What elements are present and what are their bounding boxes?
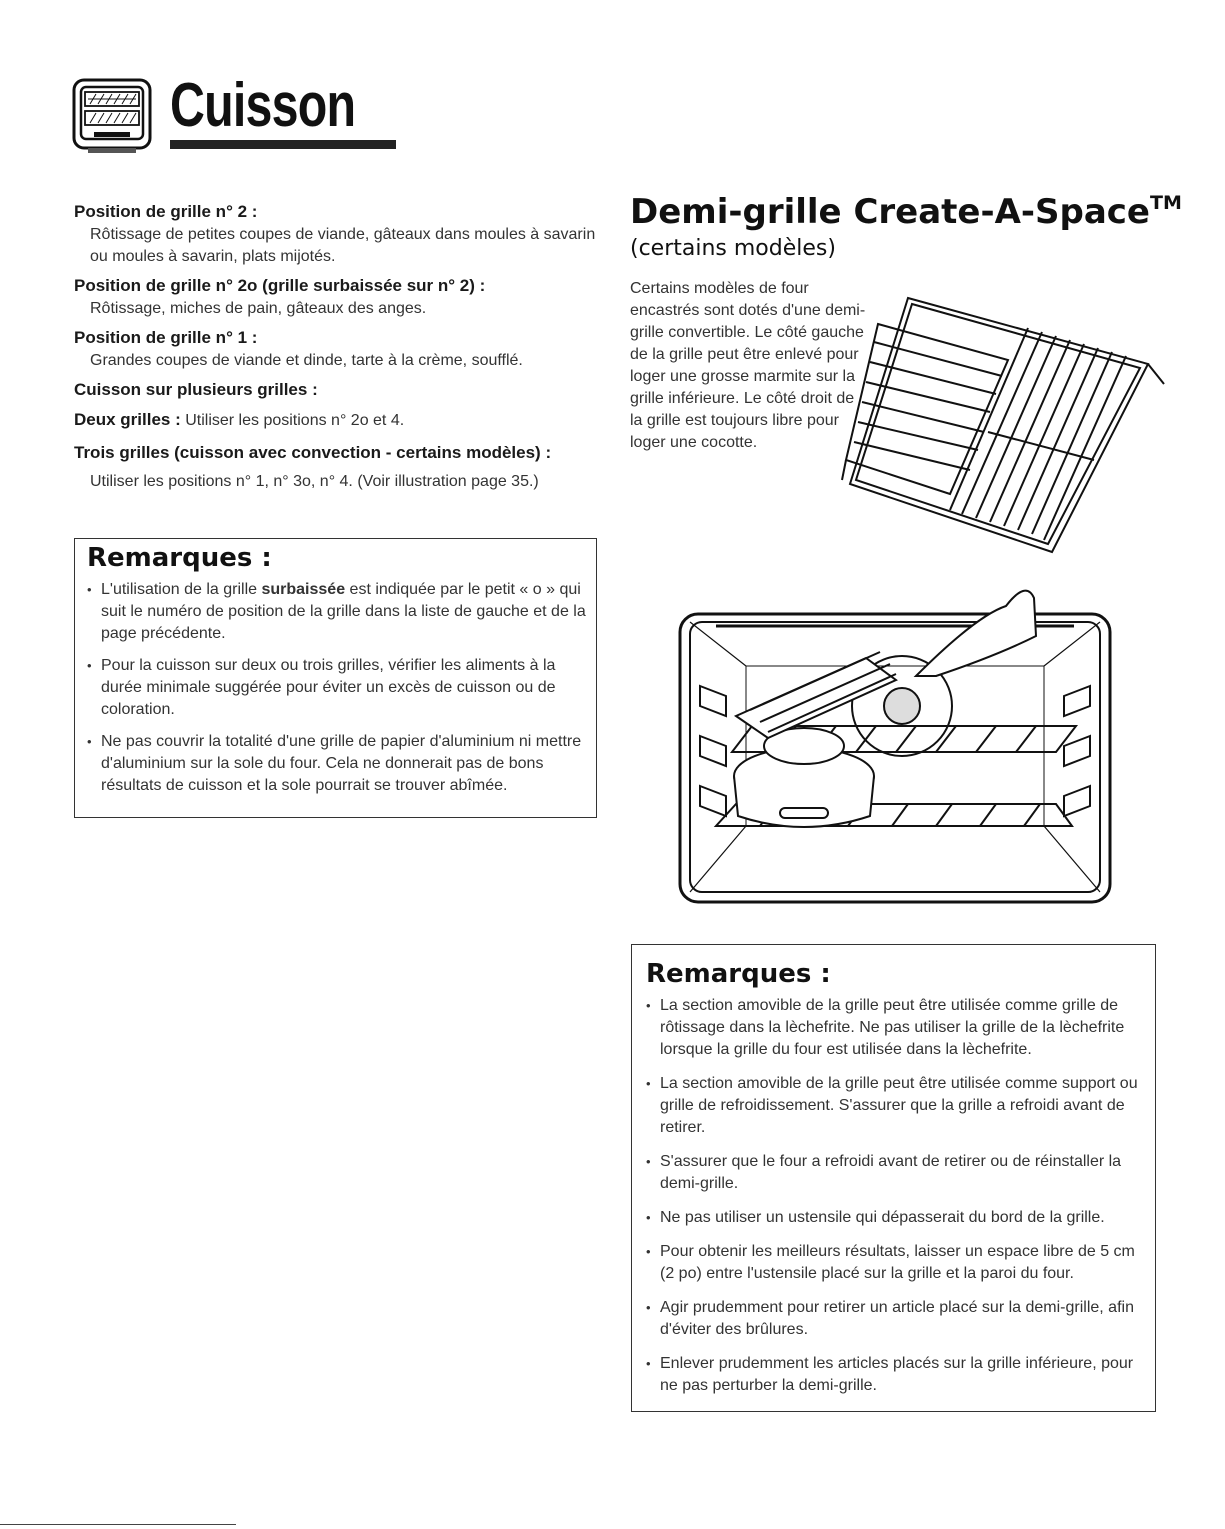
- note-emphasis: surbaissée: [261, 581, 346, 598]
- rack-position-2: [74, 200, 604, 268]
- two-racks-item: [74, 408, 604, 433]
- feature-description: Certains modèles de four encastrés sont dotés d'une demi-grille convertible. Le côté gauche de la grille peut être enlevé pour loger une grosse marmite sur la grille inférieure. Le côté droit de la grille est toujours libre pour loger une cocotte.: [630, 280, 866, 451]
- page-header: [72, 70, 356, 156]
- three-racks-item: [74, 441, 604, 493]
- notes-list: [646, 995, 1145, 1397]
- note-item: • Agir prudemment pour retirer un article placé sur la demi-grille, afin d'éviter des brûlures.: [646, 1297, 1145, 1341]
- note-text: est indiquée par le petit « o » qui suit le numéro de position de la grille dans la liste de gauche et de la page précédente.: [101, 581, 586, 642]
- multi-rack-heading: Cuisson sur plusieurs grilles :: [74, 380, 318, 399]
- rack-position-1: [74, 326, 604, 372]
- two-racks-label: Deux grilles :: [74, 410, 181, 429]
- notes-box-right: [631, 944, 1156, 1412]
- footer-rule: [0, 1524, 236, 1525]
- note-item: • Ne pas couvrir la totalité d'une grille de papier d'aluminium ni mettre d'aluminium sur la sole du four. Cela ne donnerait pas de bons résultats de cuisson et la sole pourrait se trouver abîmée.: [87, 731, 586, 797]
- rack-position-text: Rôtissage, miches de pain, gâteaux des anges.: [90, 300, 427, 317]
- section-title: Cuisson: [170, 71, 356, 140]
- rack-position-text: Rôtissage de petites coupes de viande, gâteaux dans moules à savarin ou moules à savarin, plats mijotés.: [90, 226, 596, 265]
- feature-title: [630, 192, 1182, 232]
- note-text: L'utilisation de la grille: [101, 581, 262, 598]
- note-item: • Enlever prudemment les articles placés sur la grille inférieure, pour ne pas perturber la demi-grille.: [646, 1353, 1145, 1397]
- note-item: • La section amovible de la grille peut être utilisée comme support ou grille de refroidissement. S'assurer que la grille a refroidi avant de retirer.: [646, 1073, 1145, 1139]
- trademark-mark: TM: [1150, 192, 1182, 214]
- notes-title: Remarques :: [646, 959, 831, 989]
- two-racks-text: Utiliser les positions n° 2o et 4.: [185, 412, 405, 429]
- note-item: [87, 579, 586, 645]
- three-racks-label: Trois grilles (cuisson avec convection - certains modèles) :: [74, 443, 552, 462]
- feature-subtitle: (certains modèles): [630, 236, 836, 261]
- multi-rack-heading-block: [74, 378, 604, 402]
- half-rack-illustration: [838, 284, 1166, 556]
- rack-positions-list: [74, 200, 604, 499]
- rack-position-heading: Position de grille n° 1 :: [74, 328, 258, 347]
- rack-position-2o: [74, 274, 604, 320]
- feature-title-text: Demi-grille Create-A-Space: [630, 192, 1150, 232]
- title-underline: [170, 140, 396, 149]
- oven-interior-illustration: [676, 576, 1114, 906]
- note-item: • Ne pas utiliser un ustensile qui dépasserait du bord de la grille.: [646, 1207, 1145, 1229]
- note-item: • S'assurer que le four a refroidi avant de retirer ou de réinstaller la demi-grille.: [646, 1151, 1145, 1195]
- oven-icon: [72, 78, 152, 154]
- note-item: • Pour la cuisson sur deux ou trois grilles, vérifier les aliments à la durée minimale suggérée pour éviter un excès de cuisson ou de coloration.: [87, 655, 586, 721]
- rack-position-heading: Position de grille n° 2o (grille surbaissée sur n° 2) :: [74, 276, 486, 295]
- notes-title: Remarques :: [87, 543, 272, 573]
- note-item: • Pour obtenir les meilleurs résultats, laisser un espace libre de 5 cm (2 po) entre l'ustensile placé sur la grille et la paroi du four.: [646, 1241, 1145, 1285]
- note-item: • La section amovible de la grille peut être utilisée comme grille de rôtissage dans la lèchefrite. Ne pas utiliser la grille de la lèchefrite lorsque la grille du four est utilisée dans la lèchefrite.: [646, 995, 1145, 1061]
- rack-position-heading: Position de grille n° 2 :: [74, 202, 258, 221]
- notes-box-left: [74, 538, 597, 818]
- notes-list: [87, 579, 586, 797]
- rack-position-text: Grandes coupes de viande et dinde, tarte à la crème, soufflé.: [90, 352, 523, 369]
- three-racks-text: Utiliser les positions n° 1, n° 3o, n° 4. (Voir illustration page 35.): [90, 473, 539, 490]
